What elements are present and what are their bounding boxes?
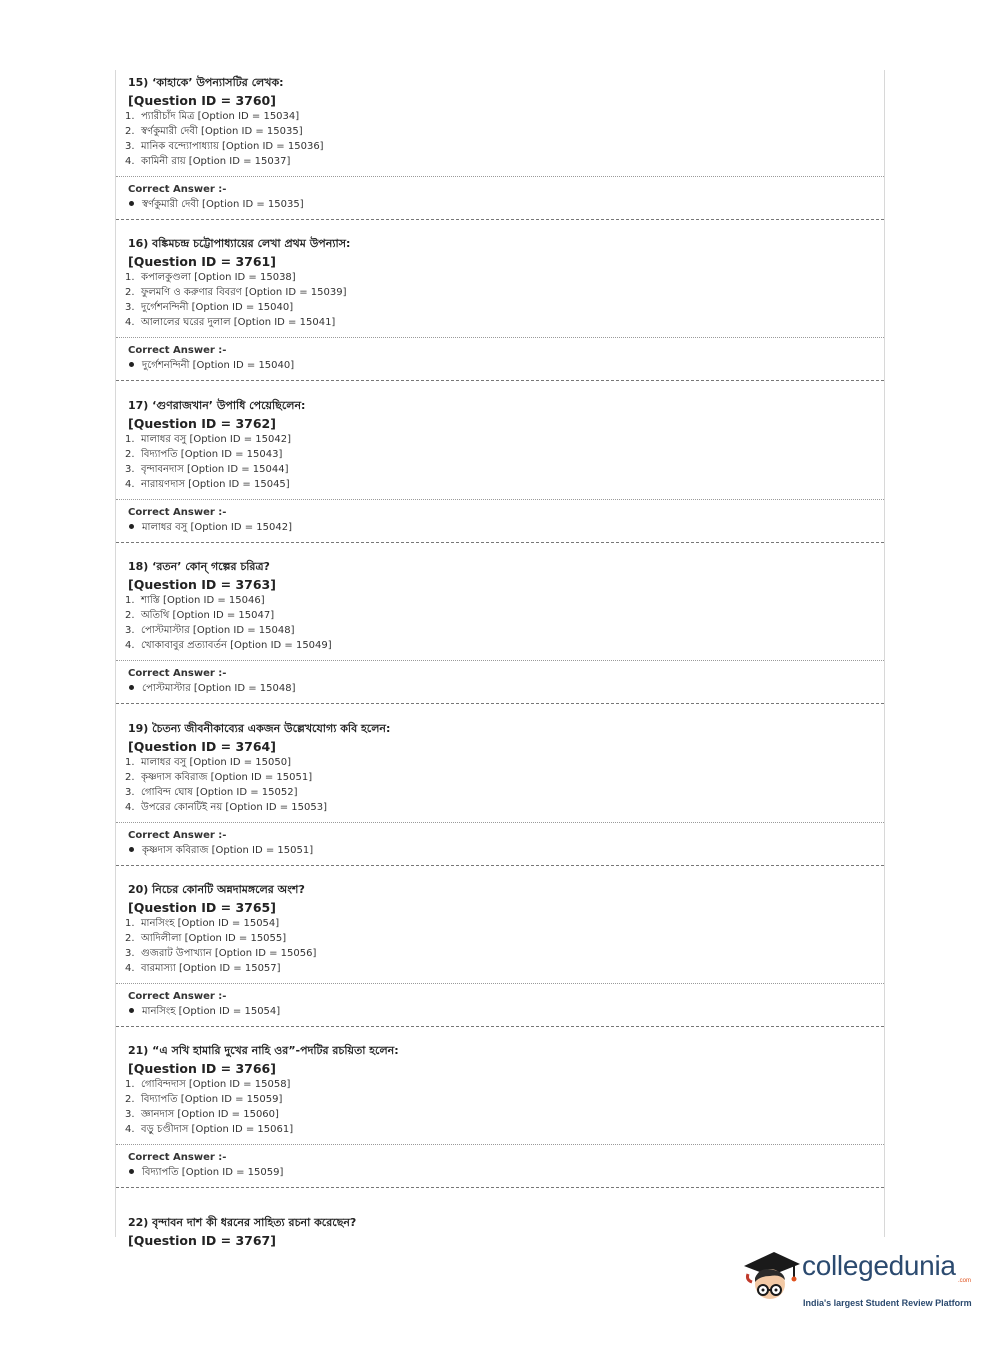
correct-answer-label: Correct Answer :- [128,668,227,680]
option-text: পোস্টমাস্টার [Option ID = 15048] [141,625,295,637]
correct-answer-text: পোস্টমাস্টার [Option ID = 15048] [142,683,296,695]
correct-answer [128,358,884,374]
bullet-icon [129,362,134,367]
option-text: স্বর্ণকুমারী দেবী [Option ID = 15035] [141,126,303,137]
question-body [116,1038,884,1140]
option-item [125,800,884,815]
question-block [116,231,884,392]
option-item [125,315,884,330]
correct-answer [128,197,884,213]
question-block [116,554,884,715]
correct-answer [128,520,884,536]
option-number: 3. [125,1109,135,1121]
option-number: 4. [125,962,135,974]
option-number: 2. [125,287,135,299]
option-text: কামিনী রায় [Option ID = 15037] [141,156,291,167]
bullet-icon [129,847,134,852]
option-text: খোকাবাবুর প্রত্যাবর্তন [Option ID = 15049] [141,640,332,652]
option-number: 2. [125,448,135,460]
question-block [116,1038,884,1199]
question-title: 20) নিচের কোনটি অন্নদামঙ্গলের অংশ? [128,882,305,896]
option-text: মালাধর বসু [Option ID = 15042] [141,433,291,445]
option-number: 4. [125,478,135,490]
option-number: 2. [125,771,135,783]
option-item [125,608,884,623]
question-block [116,716,884,877]
option-number: 3. [125,463,135,475]
correct-answer-text: দুর্গেশনন্দিনী [Option ID = 15040] [142,360,295,372]
question-id: [Question ID = 3765] [128,899,276,915]
option-text: গুজরাট উপাখ্যান [Option ID = 15056] [141,947,317,959]
question-id: [Question ID = 3761] [128,254,276,270]
question-block [116,393,884,554]
option-text: জ্ঞানদাস [Option ID = 15060] [141,1109,279,1121]
option-text: অতিথি [Option ID = 15047] [141,610,275,622]
correct-answer-label: Correct Answer :- [128,1152,227,1164]
option-list [125,270,884,330]
option-list [125,1077,884,1137]
answer-section [116,176,884,220]
question-title: 18) ‘রতন’ কোন্ গল্পের চরিত্র? [128,560,270,574]
option-item [125,916,884,931]
option-text: ফুলমণি ও করুণার বিবরণ [Option ID = 15039] [141,287,347,299]
logo-tagline: India's largest Student Review Platform [803,1298,972,1308]
option-number: 1. [125,917,135,929]
question-body [116,554,884,656]
correct-answer-text: বিদ্যাপতি [Option ID = 15059] [142,1167,284,1179]
option-text: বারমাস্যা [Option ID = 15057] [141,962,281,974]
correct-answer [128,843,884,859]
option-item [125,785,884,800]
option-list [125,109,884,169]
question-title: 17) ‘গুণরাজখান’ উপাধি পেয়েছিলেন: [128,398,306,412]
correct-answer-text: কৃষ্ণদাস কবিরাজ [Option ID = 15051] [142,844,314,856]
option-item [125,1122,884,1137]
question-id: [Question ID = 3762] [128,415,276,431]
option-text: মানিক বন্দ্যোপাধ্যায় [Option ID = 15036] [141,141,324,152]
question-title: 15) ‘কাহাকে’ উপন্যাসটির লেখক: [128,76,284,89]
question-body [116,231,884,333]
option-item [125,946,884,961]
question-title: 19) চৈতন্য জীবনীকাব্যের একজন উল্লেখযোগ্য কবি হলেন: [128,721,391,735]
question-paper-page [115,70,885,1248]
option-text: কপালকুণ্ডলা [Option ID = 15038] [141,272,296,284]
option-text: গোবিন্দ ঘোষ [Option ID = 15052] [141,786,298,798]
option-number: 3. [125,947,135,959]
option-number: 2. [125,932,135,944]
answer-section [116,983,884,1027]
question-body [116,70,884,172]
option-item [125,447,884,462]
option-item [125,300,884,315]
option-number: 4. [125,801,135,813]
option-text: আলালের ঘরের দুলাল [Option ID = 15041] [141,317,336,329]
question-id: [Question ID = 3767] [128,1232,276,1248]
answer-section [116,660,884,704]
option-list [125,916,884,976]
option-item [125,432,884,447]
option-item [125,109,884,124]
correct-answer-text: স্বর্ণকুমারী দেবী [Option ID = 15035] [142,199,304,210]
option-item [125,1107,884,1122]
option-text: প্যারীচাঁদ মিত্র [Option ID = 15034] [141,111,300,122]
option-item [125,961,884,976]
option-text: বিদ্যাপতি [Option ID = 15059] [141,1094,283,1106]
option-text: আদিলীলা [Option ID = 15055] [141,932,287,944]
option-number: 1. [125,595,135,607]
option-item [125,154,884,169]
option-text: মালাধর বসু [Option ID = 15050] [141,756,291,768]
correct-answer-label: Correct Answer :- [128,345,227,357]
option-item [125,593,884,608]
correct-answer [128,1165,884,1181]
question-body [116,716,884,818]
question-id: [Question ID = 3763] [128,577,276,593]
option-number: 4. [125,1124,135,1136]
bullet-icon [129,1008,134,1013]
option-number: 2. [125,610,135,622]
option-item [125,477,884,492]
option-number: 1. [125,111,135,122]
correct-answer-label: Correct Answer :- [128,184,227,195]
option-text: দুর্গেশনন্দিনী [Option ID = 15040] [141,302,294,314]
question-id: [Question ID = 3760] [128,93,276,108]
option-item [125,270,884,285]
answer-section [116,822,884,866]
question-id: [Question ID = 3764] [128,738,276,754]
option-item [125,755,884,770]
option-item [125,623,884,638]
option-number: 2. [125,126,135,137]
logo-wordmark: collegedunia [802,1250,956,1281]
option-text: মানসিংহ [Option ID = 15054] [141,917,280,929]
option-number: 3. [125,625,135,637]
option-number: 1. [125,1079,135,1091]
option-number: 1. [125,272,135,284]
question-block [116,877,884,1038]
option-text: বড়ু চণ্ডীদাস [Option ID = 15061] [141,1124,294,1136]
collegedunia-logo[interactable] [740,1248,970,1318]
answer-section [116,1144,884,1188]
correct-answer-text: মালাধর বসু [Option ID = 15042] [142,521,292,533]
correct-answer-label: Correct Answer :- [128,829,227,841]
option-item [125,1077,884,1092]
correct-answer [128,681,884,697]
option-number: 4. [125,156,135,167]
option-text: বিদ্যাপতি [Option ID = 15043] [141,448,283,460]
question-block-partial [116,1200,884,1249]
question-id: [Question ID = 3766] [128,1061,276,1077]
question-body [116,877,884,979]
correct-answer-label: Correct Answer :- [128,506,227,518]
option-item [125,124,884,139]
option-text: বৃন্দাবনদাস [Option ID = 15044] [141,463,289,475]
option-item [125,139,884,154]
option-item [125,1092,884,1107]
answer-section [116,499,884,543]
question-block [116,70,884,231]
option-number: 1. [125,433,135,445]
bullet-icon [129,1169,134,1174]
answer-section [116,337,884,381]
correct-answer [128,1004,884,1020]
graduate-mascot-icon [740,1248,802,1310]
option-text: উপরের কোনটিই নয় [Option ID = 15053] [141,801,327,813]
option-text: নারায়ণদাস [Option ID = 15045] [141,478,290,490]
option-list [125,593,884,653]
option-number: 1. [125,756,135,768]
bullet-icon [129,201,134,206]
correct-answer-label: Correct Answer :- [128,990,227,1002]
question-title: 16) বঙ্কিমচন্দ্র চট্টোপাধ্যায়ের লেখা প্রথম উপন্যাস: [128,237,351,251]
correct-answer-text: মানসিংহ [Option ID = 15054] [142,1005,281,1017]
option-list [125,755,884,815]
option-number: 2. [125,1094,135,1106]
option-item [125,770,884,785]
bullet-icon [129,685,134,690]
question-body [116,393,884,495]
option-item [125,638,884,653]
option-number: 3. [125,141,135,152]
option-text: কৃষ্ণদাস কবিরাজ [Option ID = 15051] [141,771,313,783]
logo-domain: .com [958,1278,972,1284]
bullet-icon [129,524,134,529]
question-title: 21) “এ সখি হামারি দুখের নাহি ওর”-পদটির রচয়িতা হলেন: [128,1044,399,1058]
option-item [125,285,884,300]
option-text: শাস্তি [Option ID = 15046] [141,595,265,607]
option-text: গোবিন্দদাস [Option ID = 15058] [141,1079,291,1091]
option-number: 4. [125,640,135,652]
question-title: 22) বৃন্দাবন দাশ কী ধরনের সাহিত্য রচনা করেছেন? [128,1215,357,1229]
option-number: 4. [125,317,135,329]
option-item [125,931,884,946]
option-number: 3. [125,786,135,798]
option-list [125,432,884,492]
option-item [125,462,884,477]
option-number: 3. [125,302,135,314]
